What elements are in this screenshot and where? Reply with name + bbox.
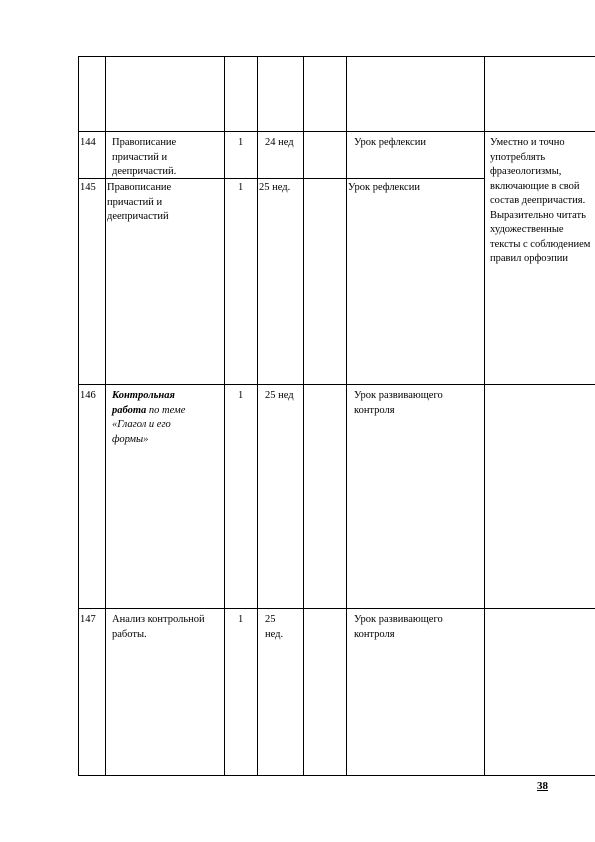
table-border-top [78, 56, 595, 57]
row-divider [78, 131, 595, 132]
lesson-week: 25 нед [265, 390, 294, 401]
lesson-hours: 1 [238, 614, 244, 625]
lesson-type: Урок развивающего контроля [354, 614, 443, 640]
table-border-left [78, 56, 79, 776]
row-number: 147 [80, 614, 96, 625]
lesson-week: 24 нед [265, 137, 294, 148]
lesson-topic-italic: по теме «Глагол и его формы» [112, 404, 186, 445]
column-divider [303, 56, 304, 776]
table-border-bottom [78, 775, 595, 776]
page-number: 38 [537, 780, 548, 792]
lesson-topic [112, 389, 185, 447]
lesson-week: 25 нед. [259, 182, 291, 193]
column-divider [484, 56, 485, 776]
row-number: 146 [80, 390, 96, 401]
column-divider [224, 56, 225, 776]
lesson-hours: 1 [238, 137, 244, 148]
planned-results: Уместно и точно употреблять фразеологизмы, включающие в свой состав деепричастия. Выразительно читать художественные тексты с соблюдением правил орфоэпии [490, 137, 591, 264]
lesson-hours: 1 [238, 390, 244, 401]
lesson-type: Урок рефлексии [348, 182, 420, 193]
column-divider [105, 56, 106, 776]
lesson-type: Урок рефлексии [354, 137, 426, 148]
lesson-topic: Правописание причастий и деепричастий. [112, 137, 177, 177]
lesson-topic-bold: Контрольная работа [112, 390, 175, 416]
column-divider [257, 56, 258, 776]
column-divider [346, 56, 347, 776]
lesson-hours: 1 [238, 182, 244, 193]
lesson-topic: Анализ контрольной работы. [112, 614, 205, 640]
lesson-week: 25 нед. [265, 614, 284, 640]
row-number: 144 [80, 137, 96, 148]
row-divider [78, 384, 595, 385]
lesson-type: Урок развивающего контроля [354, 390, 443, 416]
row-divider [78, 608, 595, 609]
row-number: 145 [80, 182, 96, 193]
lesson-topic: Правописание причастий и деепричастий [107, 182, 172, 222]
